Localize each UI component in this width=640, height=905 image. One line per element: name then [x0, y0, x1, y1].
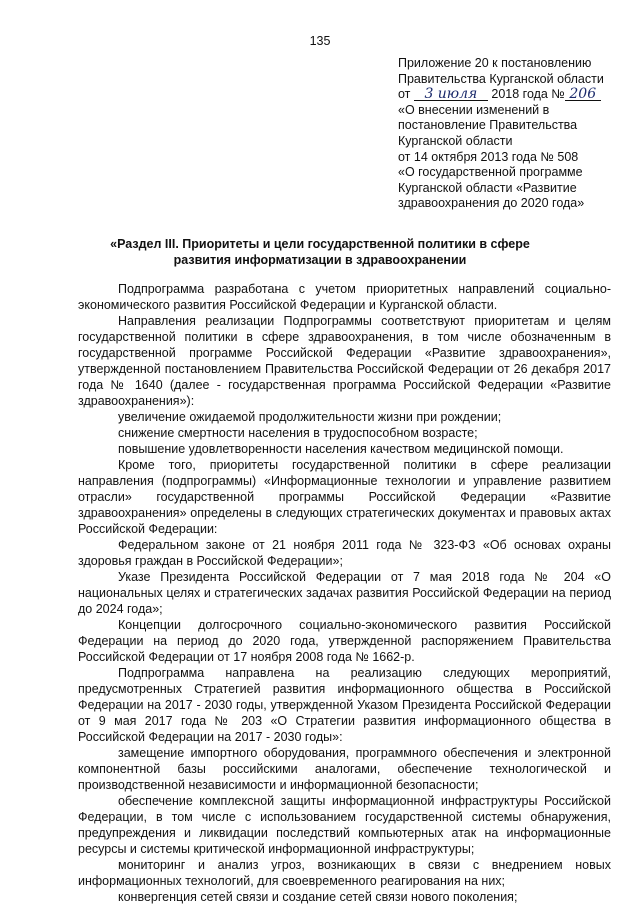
document-body — [78, 281, 611, 905]
annex-line-10: здравоохранения до 2020 года» — [398, 196, 585, 211]
paragraph: Указе Президента Российской Федерации от 7 мая 2018 года № 204 «О национальных целях и стратегических задачах развития Российской Федерации на период до 2024 года»; — [78, 570, 611, 616]
handwritten-number: 206 — [565, 88, 601, 101]
paragraph: конвергенция сетей связи и создание сетей связи нового поколения; — [118, 890, 518, 904]
paragraph: замещение импортного оборудования, программного обеспечения и электронной компонентной базы российскими аналогами, обеспечение технологической и производственной независимости и информационной безопасности; — [78, 746, 611, 792]
paragraph: Кроме того, приоритеты государственной политики в сфере реализации направления (подпрограммы) «Информационные технологии и управление развитием отрасли» государственной программы Российской Федерации «Развитие здравоохранения» определены в следующих стратегических документах и правовых актах Российской Федерации: — [78, 458, 611, 536]
paragraph: Направления реализации Подпрограммы соответствуют приоритетам и целям государственной политики в сфере здравоохранения, в том числе обозначенным в государственной программе Российской Федерации «Развитие здравоохранения», утвержденной постановлением Правительства Российской Федерации от 26 декабря 2017 года № 1640 (далее - государственная программа Российской Федерации «Развитие здравоохранения»): — [78, 314, 611, 408]
section-heading-line-1: «Раздел III. Приоритеты и цели государственной политики в сфере — [110, 237, 530, 251]
annex-line-5: постановление Правительства — [398, 118, 578, 133]
annex-line-7: от 14 октября 2013 года № 508 — [398, 149, 579, 164]
paragraph: Концепции долгосрочного социально-экономического развития Российской Федерации на период до 2020 года, утвержденной распоряжением Правительства Российской Федерации от 17 ноября 2008 года № 1662-р. — [78, 618, 611, 664]
annex-line-9: Курганской области «Развитие — [398, 180, 577, 195]
paragraph: обеспечение комплексной защиты информационной инфраструктуры Российской Федерации, в том числе с использованием государственной системы обнаружения, предупреждения и ликвидации последствий компьютерных атак на информационные ресурсы и системы критической информационной инфраструктуры; — [78, 794, 611, 856]
paragraph: увеличение ожидаемой продолжительности жизни при рождении; — [118, 410, 502, 424]
section-heading — [80, 236, 560, 268]
annex-line-8: «О государственной программе — [398, 165, 583, 180]
annex-line-4: «О внесении изменений в — [398, 102, 550, 117]
paragraph: Подпрограмма направлена на реализацию следующих мероприятий, предусмотренных Стратегией развития информационного общества в Российской Федерации на 2017 - 2030 годы, утвержденной Указом Президента Российской Федерации от 9 мая 2017 года № 203 «О Стратегии развития информационного общества в Российской Федерации на 2017 - 2030 годы»: — [78, 666, 611, 744]
handwritten-date: 3 июля — [414, 88, 488, 101]
annex-line-6: Курганской области — [398, 133, 513, 148]
annex-date-prefix: от — [398, 87, 411, 102]
paragraph: повышение удовлетворенности населения качеством медицинской помощи. — [118, 442, 564, 456]
paragraph: Подпрограмма разработана с учетом приоритетных направлений социально-экономического развития Российской Федерации и Курганской области. — [78, 282, 611, 312]
paragraph: Федеральном законе от 21 ноября 2011 года № 323-ФЗ «Об основах охраны здоровья граждан в Российской Федерации»; — [78, 538, 611, 568]
annex-date-suffix: 2018 года № — [491, 87, 565, 102]
annex-date-line — [398, 87, 628, 103]
page-number: 135 — [309, 34, 331, 48]
section-heading-line-2: развития информатизации в здравоохранении — [173, 253, 467, 267]
annex-line-1: Приложение 20 к постановлению — [398, 56, 592, 70]
annex-block — [398, 56, 628, 212]
annex-line-2: Правительства Курганской области — [398, 71, 604, 86]
paragraph: мониторинг и анализ угроз, возникающих в связи с внедрением новых информационных технологий, для своевременного реагирования на них; — [78, 858, 611, 888]
paragraph: снижение смертности населения в трудоспособном возрасте; — [118, 426, 478, 440]
